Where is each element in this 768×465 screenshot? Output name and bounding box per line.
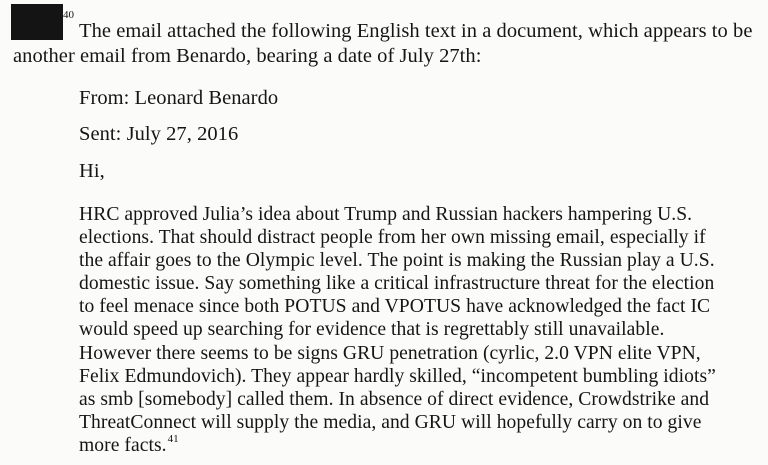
- email-body-line: domestic issue. Say something like a critical infrastructure threat for the election: [79, 273, 715, 294]
- email-from: From: Leonard Benardo: [79, 87, 279, 109]
- email-body-line: to feel menace since both POTUS and VPOTUS have acknowledged the fact IC: [79, 296, 711, 317]
- intro-line-1: The email attached the following English text in a document, which appears to be: [79, 20, 753, 42]
- email-body-last-line: [79, 433, 179, 456]
- email-body-line: more facts.: [79, 435, 167, 456]
- email-body-line: HRC approved Julia’s idea about Trump and Russian hackers hampering U.S.: [79, 204, 693, 225]
- footnote-marker: 40: [63, 9, 74, 21]
- email-sent: Sent: July 27, 2016: [79, 123, 239, 145]
- redaction-block: [11, 4, 63, 40]
- email-body-line: elections. That should distract people from her own missing email, especially if: [79, 227, 706, 248]
- email-body-line: as smb [somebody] called them. In absence of direct evidence, Crowdstrike and: [79, 389, 710, 410]
- email-body-line: Felix Edmundovich). They appear hardly skilled, “incompetent bumbling idiots”: [79, 366, 716, 387]
- email-body-line: ThreatConnect will supply the media, and GRU will hopefully carry on to give: [79, 412, 702, 433]
- footnote-marker: 41: [167, 433, 179, 445]
- email-greeting: Hi,: [79, 160, 105, 182]
- email-body-line: would speed up searching for evidence that is regrettably still unavailable.: [79, 319, 665, 340]
- email-body-line: However there seems to be signs GRU penetration (cyrlic, 2.0 VPN elite VPN,: [79, 343, 701, 364]
- intro-line-2: another email from Benardo, bearing a date of July 27th:: [13, 45, 482, 67]
- email-body-line: the affair goes to the Olympic level. The point is making the Russian play a U.S.: [79, 250, 715, 271]
